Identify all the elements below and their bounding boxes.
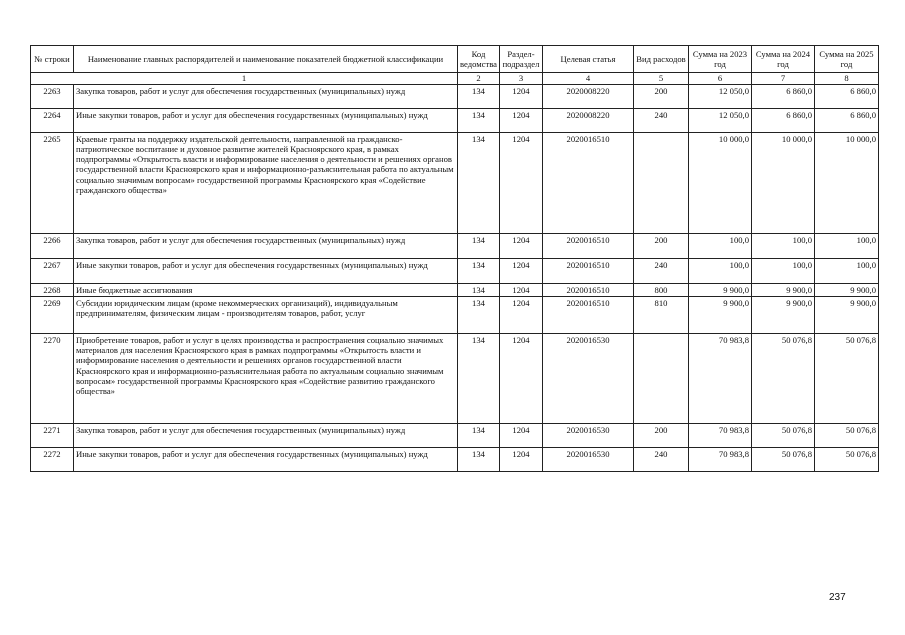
row-name: Краевые гранты на поддержку издательской деятельности, направленной на гражданско-патриотическое воспитание и духовное развитие жителей Красноярского края, в рамках подпрограммы «Открытость власти и информирование населения о деятельности и решениях органов государственной власти Красноярского края и информационно-разъяснительная работа по актуальным социально значимым вопросам» государственной программы Красноярского края «Содействие гражданского общества»: [74, 133, 458, 234]
table-row: [31, 133, 879, 234]
section-code: 1204: [500, 133, 543, 234]
header-section: Раздел-подраздел: [500, 46, 543, 73]
sum-2024: 50 076,8: [752, 448, 815, 472]
sum-2023: 9 900,0: [689, 284, 752, 297]
header-row: [31, 46, 879, 73]
table-row: [31, 234, 879, 259]
sum-2023: 100,0: [689, 259, 752, 284]
table-row: [31, 424, 879, 448]
department-code: 134: [458, 424, 500, 448]
column-number-6: 6: [689, 73, 752, 85]
target-article: 2020016530: [543, 424, 634, 448]
row-number: 2267: [31, 259, 74, 284]
header-expense-type: Вид расходов: [634, 46, 689, 73]
row-name: Закупка товаров, работ и услуг для обеспечения государственных (муниципальных) нужд: [74, 424, 458, 448]
table-row: [31, 297, 879, 334]
sum-2025: 50 076,8: [815, 448, 879, 472]
target-article: 2020016530: [543, 448, 634, 472]
department-code: 134: [458, 284, 500, 297]
sum-2023: 9 900,0: [689, 297, 752, 334]
row-number: 2266: [31, 234, 74, 259]
column-number-2: 2: [458, 73, 500, 85]
sum-2024: 9 900,0: [752, 284, 815, 297]
column-number-8: 8: [815, 73, 879, 85]
row-number: 2271: [31, 424, 74, 448]
expense-type: 200: [634, 424, 689, 448]
sum-2024: 100,0: [752, 234, 815, 259]
target-article: 2020008220: [543, 109, 634, 133]
header-department-code: Код ведомства: [458, 46, 500, 73]
row-number: 2263: [31, 85, 74, 109]
section-code: 1204: [500, 85, 543, 109]
row-number: 2265: [31, 133, 74, 234]
sum-2025: 50 076,8: [815, 334, 879, 424]
expense-type: [634, 133, 689, 234]
row-name: Иные бюджетные ассигнования: [74, 284, 458, 297]
row-number: 2269: [31, 297, 74, 334]
sum-2024: 9 900,0: [752, 297, 815, 334]
sum-2025: 100,0: [815, 259, 879, 284]
sum-2024: 6 860,0: [752, 85, 815, 109]
row-number: 2272: [31, 448, 74, 472]
target-article: 2020016510: [543, 234, 634, 259]
header-name: Наименование главных распорядителей и наименование показателей бюджетной классификации: [74, 46, 458, 73]
sum-2023: 12 050,0: [689, 85, 752, 109]
row-number: 2270: [31, 334, 74, 424]
department-code: 134: [458, 448, 500, 472]
expense-type: 240: [634, 109, 689, 133]
expense-type: 810: [634, 297, 689, 334]
column-number-7: 7: [752, 73, 815, 85]
table-row: [31, 259, 879, 284]
target-article: 2020016510: [543, 297, 634, 334]
row-number: 2268: [31, 284, 74, 297]
section-code: 1204: [500, 334, 543, 424]
expense-type: 200: [634, 85, 689, 109]
sum-2025: 100,0: [815, 234, 879, 259]
sum-2025: 6 860,0: [815, 109, 879, 133]
sum-2025: 50 076,8: [815, 424, 879, 448]
sum-2023: 100,0: [689, 234, 752, 259]
section-code: 1204: [500, 234, 543, 259]
sum-2023: 70 983,8: [689, 334, 752, 424]
sum-2024: 50 076,8: [752, 334, 815, 424]
section-code: 1204: [500, 284, 543, 297]
row-name: Иные закупки товаров, работ и услуг для обеспечения государственных (муниципальных) нужд: [74, 259, 458, 284]
table-row: [31, 109, 879, 133]
header-sum-2025: Сумма на 2025 год: [815, 46, 879, 73]
expense-type: 800: [634, 284, 689, 297]
table-row: [31, 334, 879, 424]
target-article: 2020016530: [543, 334, 634, 424]
expense-type: 200: [634, 234, 689, 259]
section-code: 1204: [500, 109, 543, 133]
expense-type: [634, 334, 689, 424]
department-code: 134: [458, 334, 500, 424]
table-row: [31, 85, 879, 109]
sum-2024: 6 860,0: [752, 109, 815, 133]
sum-2023: 70 983,8: [689, 448, 752, 472]
sum-2023: 70 983,8: [689, 424, 752, 448]
section-code: 1204: [500, 259, 543, 284]
table-row: [31, 284, 879, 297]
target-article: 2020016510: [543, 259, 634, 284]
sum-2025: 9 900,0: [815, 284, 879, 297]
target-article: 2020016510: [543, 133, 634, 234]
column-number-4: 4: [543, 73, 634, 85]
department-code: 134: [458, 109, 500, 133]
expense-type: 240: [634, 448, 689, 472]
sum-2024: 10 000,0: [752, 133, 815, 234]
budget-table: [30, 45, 879, 472]
table-row: [31, 448, 879, 472]
target-article: 2020016510: [543, 284, 634, 297]
header-row-number: № строки: [31, 46, 74, 73]
column-number-1: 1: [31, 73, 458, 85]
department-code: 134: [458, 297, 500, 334]
header-target-article: Целевая статья: [543, 46, 634, 73]
section-code: 1204: [500, 448, 543, 472]
department-code: 134: [458, 234, 500, 259]
sum-2024: 100,0: [752, 259, 815, 284]
department-code: 134: [458, 85, 500, 109]
column-number-3: 3: [500, 73, 543, 85]
department-code: 134: [458, 133, 500, 234]
sum-2025: 10 000,0: [815, 133, 879, 234]
sum-2023: 10 000,0: [689, 133, 752, 234]
page-number: 237: [829, 592, 846, 603]
column-number-5: 5: [634, 73, 689, 85]
header-sum-2024: Сумма на 2024 год: [752, 46, 815, 73]
section-code: 1204: [500, 297, 543, 334]
row-name: Закупка товаров, работ и услуг для обеспечения государственных (муниципальных) нужд: [74, 234, 458, 259]
sum-2023: 12 050,0: [689, 109, 752, 133]
row-number: 2264: [31, 109, 74, 133]
sum-2025: 9 900,0: [815, 297, 879, 334]
column-number-row: [31, 73, 879, 85]
row-name: Иные закупки товаров, работ и услуг для обеспечения государственных (муниципальных) нужд: [74, 109, 458, 133]
expense-type: 240: [634, 259, 689, 284]
row-name: Субсидии юридическим лицам (кроме некоммерческих организаций), индивидуальным предпринимателям, физическим лицам - производителям товаров, работ, услуг: [74, 297, 458, 334]
row-name: Иные закупки товаров, работ и услуг для обеспечения государственных (муниципальных) нужд: [74, 448, 458, 472]
department-code: 134: [458, 259, 500, 284]
target-article: 2020008220: [543, 85, 634, 109]
sum-2025: 6 860,0: [815, 85, 879, 109]
header-sum-2023: Сумма на 2023 год: [689, 46, 752, 73]
sum-2024: 50 076,8: [752, 424, 815, 448]
row-name: Приобретение товаров, работ и услуг в целях производства и распространения социально значимых материалов для населения Красноярского края в рамках подпрограммы «Открытость власти и информирование населения о деятельности и решениях органов государственной власти Красноярского края и информационно-разъяснительная работа по актуальным социально значимым вопросам» государственной программы Красноярского края «Содействие развитию гражданского общества»: [74, 334, 458, 424]
section-code: 1204: [500, 424, 543, 448]
row-name: Закупка товаров, работ и услуг для обеспечения государственных (муниципальных) нужд: [74, 85, 458, 109]
